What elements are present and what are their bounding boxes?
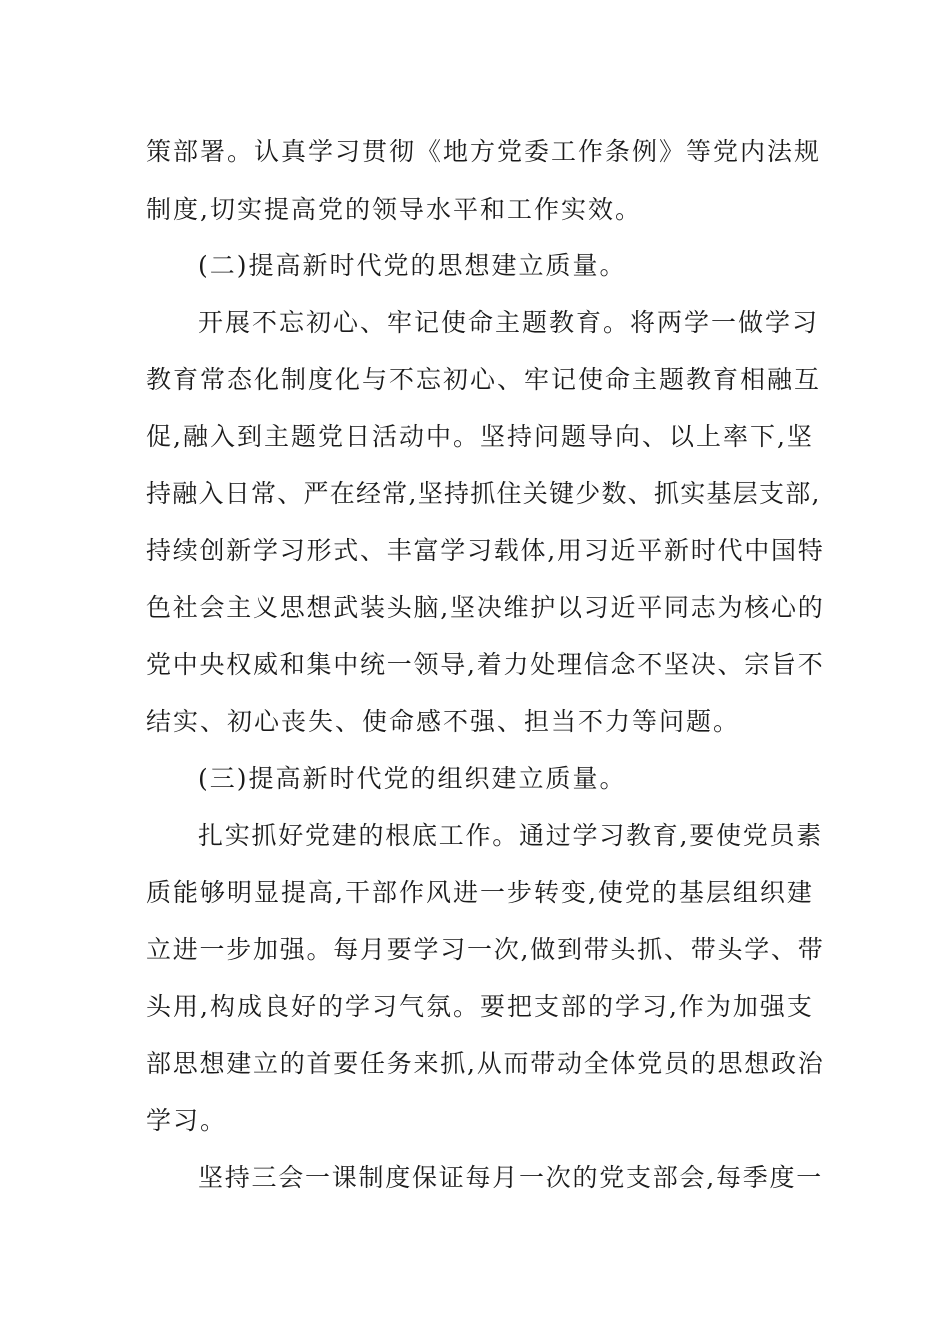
text-line: 部思想建立的首要任务来抓,从而带动全体党员的思想政治 xyxy=(146,1049,825,1078)
text-line: 坚持三会一课制度保证每月一次的党支部会,每季度一 xyxy=(198,1163,823,1192)
text-line: 促,融入到主题党日活动中。坚持问题导向、以上率下,坚 xyxy=(146,422,814,451)
text-line: 扎实抓好党建的根底工作。通过学习教育,要使党员素 xyxy=(198,821,823,850)
text-line: 结实、初心丧失、使命感不强、担当不力等问题。 xyxy=(146,707,741,736)
text-line: 质能够明显提高,干部作风进一步转变,使党的基层组织建 xyxy=(146,878,814,907)
text-line: 党中央权威和集中统一领导,着力处理信念不坚决、宗旨不 xyxy=(146,650,825,679)
text-line: 制度,切实提高党的领导水平和工作实效。 xyxy=(146,195,642,224)
text-line: 持续创新学习形式、丰富学习载体,用习近平新时代中国特 xyxy=(146,536,825,565)
text-line: 教育常态化制度化与不忘初心、牢记使命主题教育相融互 xyxy=(146,365,822,394)
section-heading: (二)提高新时代党的思想建立质量。 xyxy=(198,251,627,280)
text-line: 持融入日常、严在经常,坚持抓住关键少数、抓实基层支部, xyxy=(146,479,821,508)
text-line: 策部署。认真学习贯彻《地方党委工作条例》等党内法规 xyxy=(146,137,822,166)
section-heading: (三)提高新时代党的组织建立质量。 xyxy=(198,764,627,793)
text-line: 头用,构成良好的学习气氛。要把支部的学习,作为加强支 xyxy=(146,992,814,1021)
text-line: 色社会主义思想武装头脑,坚决维护以习近平同志为核心的 xyxy=(146,593,825,622)
text-line: 立进一步加强。每月要学习一次,做到带头抓、带头学、带 xyxy=(146,935,825,964)
text-line: 学习。 xyxy=(146,1106,228,1135)
text-line: 开展不忘初心、牢记使命主题教育。将两学一做学习 xyxy=(198,308,820,337)
